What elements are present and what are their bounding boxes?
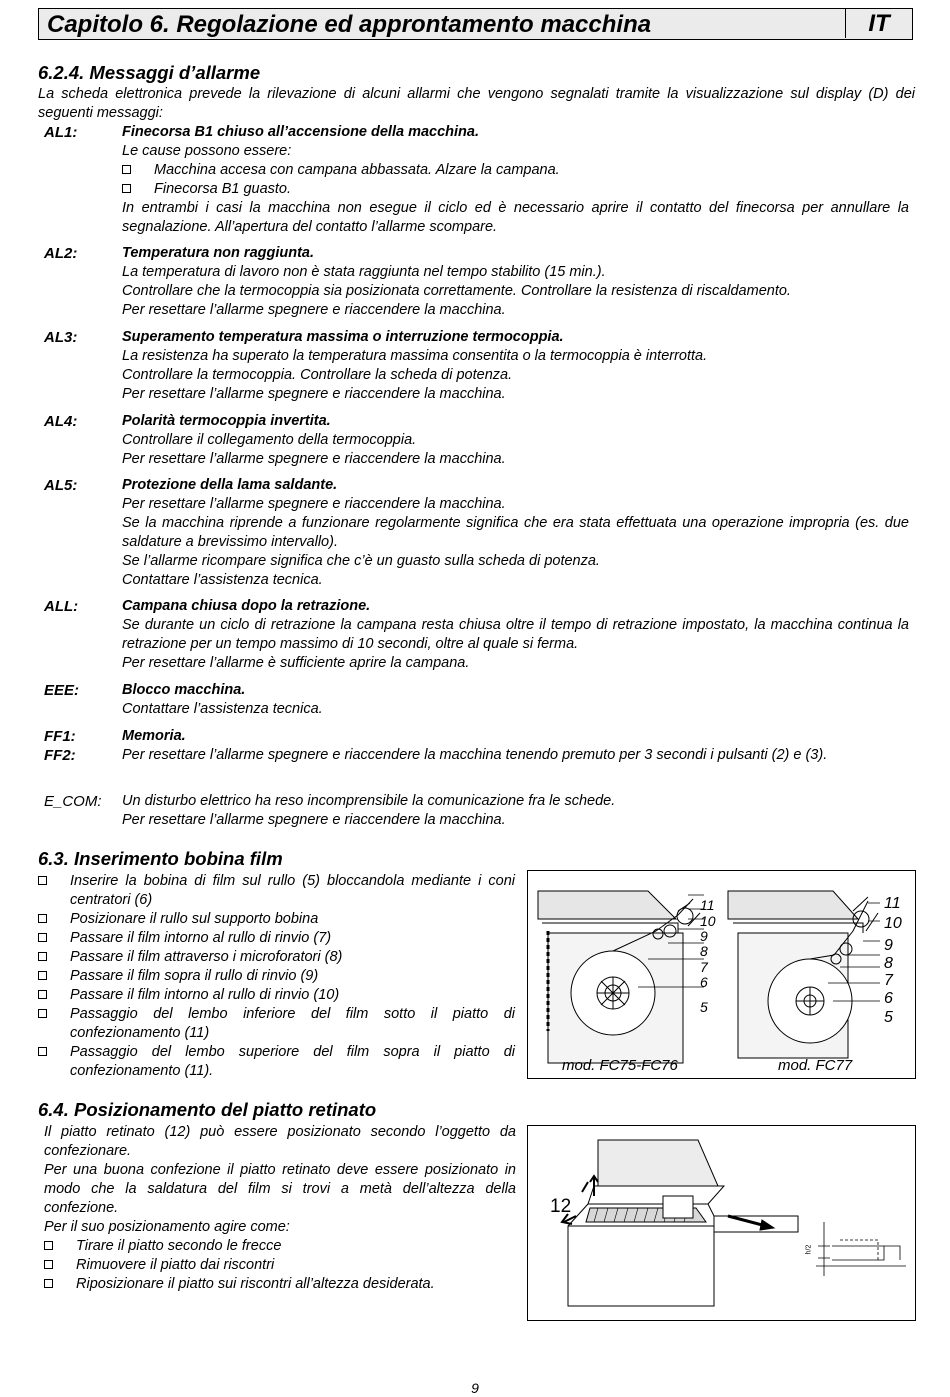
callout-number: 6: [884, 990, 893, 1007]
alarm-line: Per resettare l’allarme spegnere e riaccendere la macchina.: [122, 812, 506, 828]
alarm-code-ff1: FF1:: [44, 728, 76, 745]
alarm-line: Un disturbo elettrico ha reso incomprensibile la comunicazione fra le schede.: [122, 793, 616, 809]
plate-paragraph: Per una buona confezione il piatto retinato deve essere posizionato in modo che la saldatura del film si trovi a metà dell’altezza della confezione.: [44, 1162, 516, 1216]
alarm-block-all: [122, 597, 909, 673]
callout-number: 10: [700, 913, 716, 929]
alarm-line: Contattare l’assistenza tecnica.: [122, 572, 323, 588]
checkbox-bullet-icon: [38, 952, 47, 961]
checkbox-bullet-icon: [44, 1241, 53, 1250]
callout-number: 11: [700, 897, 715, 913]
callout-number: 5: [884, 1009, 893, 1026]
list-item: Passare il film attraverso i microforatori (8): [38, 948, 515, 967]
alarm-code-al3: AL3:: [44, 329, 78, 346]
plate-position-figure: [527, 1125, 916, 1321]
alarm-line: La resistenza ha superato la temperatura massima consentita o la termocoppia è interrotta.: [122, 348, 708, 364]
alarm-line: Se durante un ciclo di retrazione la campana resta chiusa oltre il tempo di retrazione impostato, la macchina continua la retrazione per un tempo massimo di 10 secondi, oltre al quale si ferma.: [122, 617, 909, 652]
alarm-title: Blocco macchina.: [122, 682, 246, 698]
callout-number: 9: [884, 937, 893, 954]
callout-number: 8: [884, 955, 893, 972]
plate-position-drawing: [528, 1126, 915, 1320]
alarm-code-al4: AL4:: [44, 413, 78, 430]
alarm-title: Campana chiusa dopo la retrazione.: [122, 598, 371, 614]
alarm-title: Finecorsa B1 chiuso all’accensione della macchina.: [122, 124, 480, 140]
alarm-code-al1: AL1:: [44, 124, 78, 141]
alarm-line: Controllare il collegamento della termocoppia.: [122, 432, 417, 448]
alarm-block-al1: [122, 123, 909, 237]
callout-number: 7: [700, 959, 708, 975]
alarm-code-ff2: FF2:: [44, 747, 76, 764]
checkbox-bullet-icon: [38, 1009, 47, 1018]
chapter-header: [38, 8, 913, 40]
alarm-line: Controllare la termocoppia. Controllare la scheda di potenza.: [122, 367, 513, 383]
section-heading-6-3: 6.3. Inserimento bobina film: [38, 848, 283, 869]
alarm-block-al5: [122, 476, 909, 590]
alarm-title: Superamento temperatura massima o interruzione termocoppia.: [122, 329, 564, 345]
dimension-label: h/2: [805, 1244, 813, 1255]
alarm-block-eee: [122, 681, 909, 719]
alarm-block-al3: [122, 328, 909, 404]
alarm-bullet-text: Finecorsa B1 guasto.: [154, 181, 292, 197]
alarm-line: Se l’allarme ricompare significa che c’è un guasto sulla scheda di potenza.: [122, 553, 600, 569]
chapter-title: Capitolo 6. Regolazione ed approntamento macchina: [47, 11, 652, 38]
alarm-line: Controllare che la termocoppia sia posizionata correttamente. Controllare la resistenza di riscaldamento.: [122, 283, 791, 299]
list-item: Passaggio del lembo inferiore del film sotto il piatto di confezionamento (11): [38, 1005, 515, 1043]
list-item: Rimuovere il piatto dai riscontri: [44, 1256, 516, 1275]
alarm-title: Polarità termocoppia invertita.: [122, 413, 331, 429]
callout-number: 8: [700, 943, 708, 959]
alarm-title: Protezione della lama saldante.: [122, 477, 338, 493]
page-number: 9: [471, 1380, 479, 1396]
alarm-code-ecom: E_COM:: [44, 793, 102, 810]
alarm-bullet-text: Macchina accesa con campana abbassata. Alzare la campana.: [154, 162, 560, 178]
callout-number: 7: [884, 972, 893, 989]
alarm-block-al4: [122, 412, 909, 469]
plate-callout-number: 12: [550, 1196, 572, 1217]
alarm-code-eee: EEE:: [44, 682, 80, 699]
alarm-line: Le cause possono essere:: [122, 143, 292, 159]
alarm-code-all: ALL:: [44, 598, 79, 615]
section-heading-6-4: 6.4. Posizionamento del piatto retinato: [38, 1099, 377, 1120]
checkbox-bullet-icon: [38, 971, 47, 980]
alarm-code-al5: AL5:: [44, 477, 78, 494]
list-item: Inserire la bobina di film sul rullo (5) bloccandola mediante i coni centratori (6): [38, 872, 515, 910]
plate-paragraph: Il piatto retinato (12) può essere posizionato secondo l’oggetto da confezionare.: [44, 1124, 516, 1159]
alarm-line: Per resettare l’allarme spegnere e riaccendere la macchina.: [122, 451, 506, 467]
alarm-code-al2: AL2:: [44, 245, 78, 262]
alarm-line: Per resettare l’allarme spegnere e riaccendere la macchina.: [122, 302, 506, 318]
alarm-bullet: [122, 161, 909, 180]
checkbox-bullet-icon: [38, 933, 47, 942]
alarm-line: La temperatura di lavoro non è stata raggiunta nel tempo stabilito (15 min.).: [122, 264, 606, 280]
list-item: Tirare il piatto secondo le frecce: [44, 1237, 516, 1256]
alarm-bullet: [122, 180, 909, 199]
list-item: Passare il film intorno al rullo di rinvio (7): [38, 929, 515, 948]
plate-paragraph: Per il suo posizionamento agire come:: [44, 1219, 290, 1235]
alarm-line: Per resettare l’allarme è sufficiente aprire la campana.: [122, 655, 470, 671]
alarm-title: Memoria.: [122, 728, 186, 744]
film-threading-drawing: [528, 871, 915, 1078]
film-threading-figure: [527, 870, 916, 1079]
callout-number: 5: [700, 999, 708, 1015]
list-item: Passaggio del lembo superiore del film sopra il piatto di confezionamento (11).: [38, 1043, 515, 1081]
checkbox-bullet-icon: [122, 184, 131, 193]
checkbox-bullet-icon: [38, 914, 47, 923]
alarm-title: Temperatura non raggiunta.: [122, 245, 315, 261]
plate-steps-list: [44, 1237, 516, 1294]
film-steps-list: [38, 872, 515, 1081]
alarm-intro: La scheda elettronica prevede la rilevazione di alcuni allarmi che vengono segnalati tramite la visualizzazione sul display (D) dei seguenti messaggi:: [38, 86, 915, 121]
language-code: IT: [845, 9, 912, 38]
figure-label-left: mod. FC75-FC76: [562, 1057, 678, 1074]
checkbox-bullet-icon: [122, 165, 131, 174]
alarm-line: Per resettare l’allarme spegnere e riaccendere la macchina.: [122, 496, 506, 512]
alarm-block-ecom: [122, 792, 909, 830]
callout-number: 10: [884, 915, 902, 932]
alarm-line: Per resettare l’allarme spegnere e riaccendere la macchina.: [122, 386, 506, 402]
list-item: Posizionare il rullo sul supporto bobina: [38, 910, 515, 929]
figure-label-right: mod. FC77: [778, 1057, 853, 1074]
checkbox-bullet-icon: [38, 990, 47, 999]
callout-number: 9: [700, 928, 708, 944]
alarm-line: In entrambi i casi la macchina non esegue il ciclo ed è necessario aprire il contatto del finecorsa per annullare la segnalazione. All’apertura del contatto l’allarme scompare.: [122, 200, 909, 235]
alarm-line: Contattare l’assistenza tecnica.: [122, 701, 323, 717]
callout-number: 6: [700, 974, 708, 990]
checkbox-bullet-icon: [38, 1047, 47, 1056]
checkbox-bullet-icon: [44, 1260, 53, 1269]
list-item: Riposizionare il piatto sui riscontri all’altezza desiderata.: [44, 1275, 516, 1294]
checkbox-bullet-icon: [38, 876, 47, 885]
checkbox-bullet-icon: [44, 1279, 53, 1288]
section-heading-6-2-4: 6.2.4. Messaggi d’allarme: [38, 62, 261, 83]
alarm-block-ff: [122, 727, 909, 765]
alarm-block-al2: [122, 244, 909, 320]
list-item: Passare il film intorno al rullo di rinvio (10): [38, 986, 515, 1005]
alarm-line: Se la macchina riprende a funzionare regolarmente significa che era stata effettuata una operazione impropria (es. due saldature a brevissimo intervallo).: [122, 515, 909, 550]
callout-number: 11: [884, 895, 901, 912]
alarm-line: Per resettare l’allarme spegnere e riaccendere la macchina tenendo premuto per 3 secondi i pulsanti (2) e (3).: [122, 747, 828, 763]
list-item: Passare il film sopra il rullo di rinvio (9): [38, 967, 515, 986]
